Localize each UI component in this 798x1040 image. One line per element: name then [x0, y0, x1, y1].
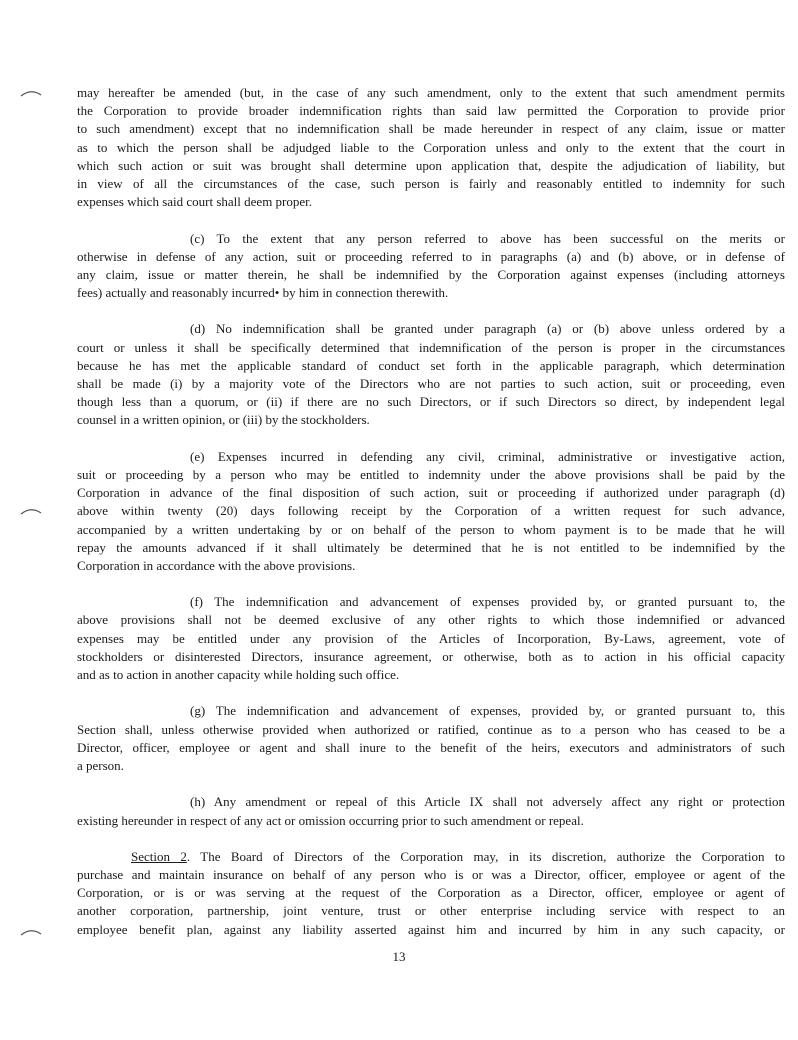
text-line: repay the amounts advanced if it shall ultimately be determined that he is not entitled to be indemnified by the: [77, 539, 785, 555]
text-line: purchase and maintain insurance on behalf of any person who is or was a Director, officer, employee or agent of the: [77, 867, 785, 883]
text-line: as to which the person shall be adjudged liable to the Corporation unless and only to the extent that the court in: [77, 139, 785, 155]
paragraph-spacer: [77, 684, 785, 702]
paragraph-g: [77, 702, 785, 775]
paragraph-continuation: [77, 84, 785, 211]
text-line: Corporation in advance of the final disposition of such action, suit or proceeding if authorized under paragraph (d): [77, 485, 785, 501]
text-line: accompanied by a written undertaking by or on behalf of the person to whom payment is to be made that he will: [77, 521, 785, 537]
text-line: counsel in a written opinion, or (iii) by the stockholders.: [77, 412, 370, 428]
text-line: because he has met the applicable standard of conduct set forth in the applicable paragraph, which determination: [77, 357, 785, 373]
text-line: existing hereunder in respect of any act or omission occurring prior to such amendment or repeal.: [77, 812, 584, 828]
paragraph-spacer: [77, 430, 785, 448]
page-number: 13: [392, 949, 406, 964]
text-line: may hereafter be amended (but, in the case of any such amendment, only to the extent that such amendment permits: [77, 85, 785, 100]
margin-punch-mark: [20, 88, 42, 98]
text-line: (d) No indemnification shall be granted under paragraph (a) or (b) above unless ordered by a: [190, 321, 785, 337]
text-line: (f) The indemnification and advancement of expenses provided by, or granted pursuant to, the: [190, 594, 785, 610]
paragraph-spacer: [77, 830, 785, 848]
paragraph-spacer: [77, 775, 785, 793]
paragraph-spacer: [77, 302, 785, 320]
text-line: (e) Expenses incurred in defending any civil, criminal, administrative or investigative action,: [190, 448, 785, 464]
text-line: any claim, issue or matter therein, he shall be indemnified by the Corporation against expenses (including attorneys: [77, 266, 785, 282]
text-line: stockholders or disinterested Directors, insurance agreement, or otherwise, both as to action in his official capacity: [77, 648, 785, 664]
text-line: fees) actually and reasonably incurred• by him in connection therewith.: [77, 285, 449, 301]
paragraph-h: [77, 793, 785, 829]
paragraph-e: [77, 448, 785, 575]
text-line: (g) The indemnification and advancement of expenses, provided by, or granted pursuant to, this: [190, 703, 785, 719]
text-line: a person.: [77, 757, 124, 773]
text-line: court or unless it shall be specifically determined that indemnification of the person is proper in the circumstances: [77, 339, 785, 355]
paragraph-c: [77, 230, 785, 303]
paragraph-d: [77, 320, 785, 429]
text-line: (c) To the extent that any person referred to above has been successful on the merits or: [190, 230, 785, 246]
text-line: another corporation, partnership, joint venture, trust or other enterprise including service with respect to an: [77, 903, 785, 919]
text-line: and as to action in another capacity while holding such office.: [77, 667, 400, 682]
text-line: otherwise in defense of any action, suit or proceeding referred to in paragraphs (a) and (b) above, or in defense of: [77, 248, 785, 264]
text-line: [77, 848, 785, 866]
text-line: employee benefit plan, against any liability asserted against him and incurred by him in any such capacity, or: [77, 921, 785, 937]
text-line: Corporation in accordance with the above provisions.: [77, 557, 356, 573]
text-line: to such amendment) except that no indemnification shall be made hereunder in respect of any claim, issue or matter: [77, 121, 785, 137]
margin-punch-mark: [20, 927, 42, 937]
text-line: suit or proceeding by a person who may be entitled to indemnity under the above provisions shall be paid by the: [77, 466, 785, 482]
paragraph-f: [77, 593, 785, 684]
text-line: (h) Any amendment or repeal of this Article IX shall not adversely affect any right or protection: [190, 794, 785, 810]
text-line: shall be made (i) by a majority vote of the Directors who are not parties to such action, suit or proceeding, even: [77, 376, 785, 391]
text-line: Director, officer, employee or agent and shall inure to the benefit of the heirs, executors and administrators of such: [77, 739, 785, 755]
text-line: above within twenty (20) days following receipt by the Corporation of a written request for such advance,: [77, 503, 785, 519]
text-line: expenses may be entitled under any provision of the Articles of Incorporation, By-Laws, agreement, vote of: [77, 630, 785, 646]
document-body: [77, 84, 785, 939]
text-line: though less than a quorum, or (ii) if there are no such Directors, or if such Directors so direct, by independent legal: [77, 394, 785, 410]
paragraph-section-2: [77, 848, 785, 939]
section-text: . The Board of Directors of the Corporation may, in its discretion, authorize the Corporation to: [186, 848, 786, 864]
text-line: expenses which said court shall deem proper.: [77, 194, 313, 210]
text-line: Corporation, or is or was serving at the request of the Corporation as a Director, officer, employee or agent of: [77, 885, 785, 901]
text-line: which such action or suit was brought shall determine upon application that, despite the adjudication of liability, but: [77, 157, 785, 173]
text-line: in view of all the circumstances of the case, such person is fairly and reasonably entitled to indemnity for such: [77, 175, 785, 191]
margin-punch-mark: [20, 506, 42, 516]
paragraph-spacer: [77, 575, 785, 593]
text-line: above provisions shall not be deemed exclusive of any other rights to which those indemnified or advanced: [77, 612, 785, 628]
text-line: Section shall, unless otherwise provided when authorized or ratified, continue as to a person who has ceased to be a: [77, 721, 785, 737]
paragraph-spacer: [77, 211, 785, 229]
section-heading: Section 2: [131, 848, 187, 864]
text-line: the Corporation to provide broader indemnification rights than said law permitted the Corporation to provide prior: [77, 103, 785, 119]
